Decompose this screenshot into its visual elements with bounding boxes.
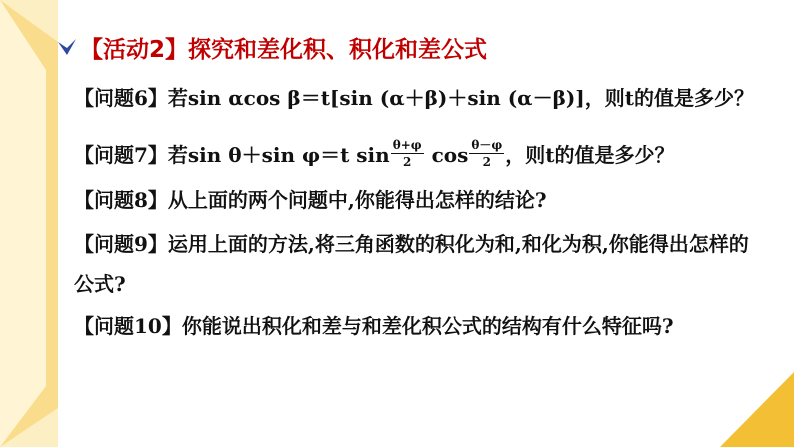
question-7-tag: 【问题7】: [74, 143, 168, 167]
question-8: [74, 190, 547, 210]
fraction-sum-half: [391, 139, 424, 168]
fraction-denominator: 2: [402, 155, 412, 169]
question-8-text: 【问题8】从上面的两个问题中,你能得出怎样的结论?: [74, 188, 547, 212]
title-text: 【活动2】探究和差化积、积化和差公式: [80, 36, 488, 63]
question-10: [74, 316, 674, 336]
question-9-text: 【问题9】运用上面的方法,将三角函数的积化为和,和化为积,你能得出怎样的公式?: [74, 232, 749, 296]
question-10-text: 【问题10】你能说出积化和差与和差化积公式的结构有什么特征吗?: [74, 314, 674, 338]
left-triangle-inner: [0, 0, 46, 447]
question-6-text: 【问题6】若sin αcos β＝t[sin (α＋β)＋sin (α－β)]，则t的值是多少？: [74, 86, 755, 110]
question-7-mid: cos: [424, 143, 469, 167]
question-6: [74, 88, 754, 108]
fraction-numerator: θ+φ: [392, 138, 422, 152]
question-7-suffix: ，则t的值是多少？: [505, 143, 675, 167]
question-9: [74, 224, 754, 304]
question-7-prefix: 若sin θ＋sin φ＝t sin: [167, 143, 390, 167]
bottom-right-gold-triangle: [720, 372, 794, 447]
question-7: [74, 138, 675, 171]
fraction-denominator: 2: [482, 155, 491, 169]
chevron-check-icon: [56, 36, 78, 58]
fraction-diff-half: [469, 139, 504, 168]
fraction-numerator: θ－φ: [471, 138, 503, 152]
activity-title: [56, 30, 487, 64]
